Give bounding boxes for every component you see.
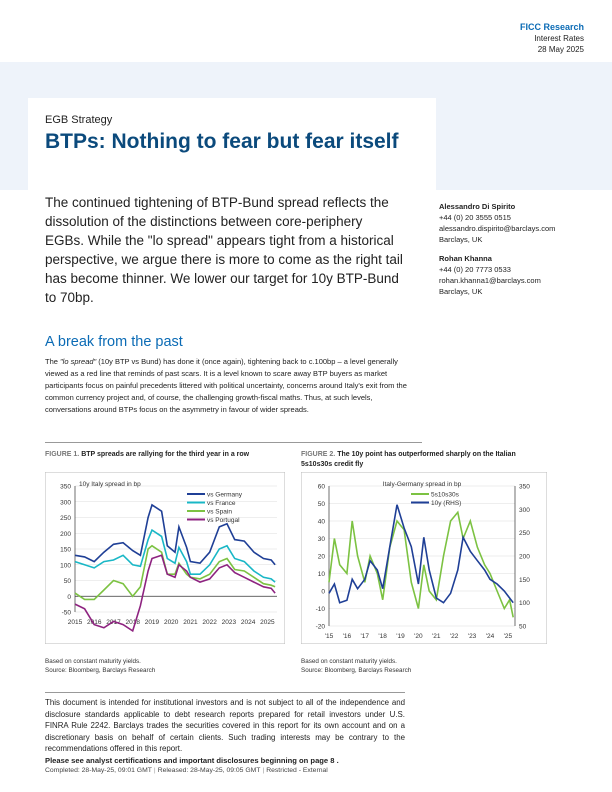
report-summary: The continued tightening of BTP-Bund spread reflects the dissolution of the distinctions between core-periphery EGBs. While the "lo spread" appears tight from a historical perspective, we argue there is more to come as the right tail has become thinner. We lower our target for 10y BTP-Bund to 70bp.	[45, 195, 403, 305]
brand-label: FICC Research	[519, 22, 584, 32]
x-tick-label: 2024	[240, 619, 256, 626]
para-italic: "lo spread"	[60, 357, 97, 366]
figure2-caption	[301, 450, 541, 470]
y-tick-label: 100	[60, 562, 71, 570]
y-tick-label-right: 50	[519, 623, 527, 631]
x-tick-label: 2016	[87, 619, 102, 626]
figure2-label: FIGURE 2.	[301, 451, 336, 458]
legend-label: 5s10s30s	[431, 491, 459, 499]
figure2-notes	[301, 657, 411, 675]
figure1-caption	[45, 450, 285, 460]
figure1-caption-text: BTP spreads are rallying for the third year in a row	[81, 451, 250, 458]
x-tick-label: '25	[503, 633, 513, 640]
y-tick-label-left: -10	[315, 606, 325, 613]
figure1-chart	[45, 472, 285, 644]
disclosure-note[interactable]: Please see analyst certifications and important disclosures beginning on page 8 .	[45, 756, 339, 765]
x-tick-label: '22	[449, 633, 459, 640]
y-tick-label-right: 100	[519, 600, 530, 608]
y-tick-label: 300	[60, 499, 71, 507]
y-tick-label-left: -20	[315, 623, 325, 631]
disclaimer-divider	[45, 692, 405, 693]
author-phone: +44 (0) 20 7773 0533	[439, 265, 511, 274]
footer-completed: Completed: 28-May-25, 09:01 GMT	[45, 767, 152, 774]
y-tick-label: -50	[61, 609, 71, 617]
x-tick-label: 2025	[260, 619, 275, 626]
figure-divider	[45, 442, 422, 443]
figure1-label: FIGURE 1.	[45, 451, 80, 458]
figure2-source: Source: Bloomberg, Barclays Research	[301, 667, 412, 674]
figure1-notes	[45, 657, 155, 675]
author-block	[439, 201, 555, 297]
figure1-note: Based on constant maturity yields.	[45, 658, 141, 665]
y-tick-label-left: 40	[317, 518, 325, 526]
author-name: Rohan Khanna	[439, 254, 492, 263]
category-label: Interest Rates	[534, 34, 584, 43]
figure2-note: Based on constant maturity yields.	[301, 658, 397, 665]
section-heading: A break from the past	[45, 334, 183, 350]
author-org: Barclays, UK	[439, 235, 483, 244]
x-tick-label: '16	[342, 633, 352, 640]
report-date: 28 May 2025	[537, 45, 584, 54]
report-header	[520, 22, 584, 55]
x-tick-label: '17	[360, 633, 370, 640]
x-tick-label: '19	[396, 633, 405, 640]
x-tick-label: 2018	[125, 619, 140, 626]
author-email[interactable]: alessandro.dispirito@barclays.com	[439, 224, 556, 233]
legend-label: 10y (RHS)	[431, 500, 462, 507]
y-tick-label: 200	[60, 530, 71, 538]
y-tick-label-right: 200	[519, 553, 530, 561]
footer-restricted: Restricted - External	[266, 767, 328, 774]
y-tick-label-right: 250	[519, 530, 530, 538]
x-tick-label: '15	[324, 633, 334, 640]
y-tick-label-left: 20	[317, 553, 325, 561]
disclaimer: This document is intended for institutional investors and is not subject to all of the independence and disclosure standards applicable to debt research reports prepared for retail investors under U.S. FINRA Rule 2242. Barclays trades the securities covered in this report for its own account and on a discretionary basis on behalf of certain clients. Such trading interests may be contrary to the recommendations offered in this report.	[45, 698, 405, 753]
x-tick-label: 2023	[221, 619, 237, 626]
para-rest: (10y BTP vs Bund) has done it (once again), tightening back to c.100bp – a level generally viewed as a red line that reminds of past scars. It is a level known to scare away BTP buyers as market participants focus on painful precedents littered with political uncertainty, concerns around Italy's exit from the common currency project and, of course, the challenging growth-fiscal maths. Thus, at such levels, conversations around BTPs focus on the asymmetry in favour of wider spreads.	[45, 357, 407, 414]
x-tick-label: 2021	[183, 619, 198, 626]
figure1-source: Source: Bloomberg, Barclays Research	[45, 667, 156, 674]
x-tick-label: 2020	[163, 619, 179, 626]
y-tick-label: 150	[60, 546, 71, 554]
author-org: Barclays, UK	[439, 287, 483, 296]
author-name: Alessandro Di Spirito	[439, 202, 516, 211]
y-tick-label-left: 30	[317, 536, 325, 543]
x-tick-label: '20	[414, 633, 423, 640]
report-title: BTPs: Nothing to fear but fear itself	[45, 130, 399, 153]
y-tick-label: 50	[63, 578, 71, 585]
x-tick-label: '23	[467, 633, 477, 640]
y-tick-label-left: 0	[321, 588, 325, 596]
x-tick-label: 2019	[144, 619, 160, 626]
chart-title: 10y Italy spread in bp	[79, 481, 141, 488]
legend-label: vs Portugal	[207, 517, 240, 524]
y-tick-label: 0	[67, 593, 71, 601]
footer-released: Released: 28-May-25, 09:05 GMT	[157, 767, 261, 774]
figure2-chart	[301, 472, 547, 644]
y-tick-label: 250	[60, 515, 71, 522]
x-tick-label: '21	[432, 633, 441, 640]
x-tick-label: 2015	[67, 619, 83, 626]
footer-meta: Completed: 28-May-25, 09:01 GMT | Released: 28-May-25, 09:05 GMT | Restricted - External	[45, 767, 328, 774]
y-tick-label: 350	[60, 483, 71, 491]
legend-label: vs Spain	[207, 508, 232, 516]
y-tick-label-right: 350	[519, 483, 530, 491]
y-tick-label-left: 60	[317, 483, 325, 491]
legend-label: vs France	[207, 500, 236, 507]
y-tick-label-right: 300	[519, 506, 530, 514]
x-tick-label: '24	[485, 633, 495, 640]
y-tick-label-left: 50	[317, 501, 325, 508]
y-tick-label-left: 10	[317, 571, 325, 578]
author-phone: +44 (0) 20 3555 0515	[439, 213, 511, 222]
legend-label: vs Germany	[207, 491, 243, 499]
y-tick-label-right: 150	[519, 576, 530, 584]
author-email[interactable]: rohan.khanna1@barclays.com	[439, 276, 541, 285]
figure2-caption-text: The 10y point has outperformed sharply on the Italian 5s10s30s credit fly	[301, 451, 516, 468]
section-label: EGB Strategy	[45, 114, 113, 126]
para-lead: The	[45, 357, 61, 366]
x-tick-label: 2017	[106, 619, 121, 626]
chart-title: Italy-Germany spread in bp	[382, 481, 462, 488]
x-tick-label: '18	[378, 633, 387, 640]
x-tick-label: 2022	[202, 619, 217, 626]
intro-paragraph	[45, 356, 420, 416]
